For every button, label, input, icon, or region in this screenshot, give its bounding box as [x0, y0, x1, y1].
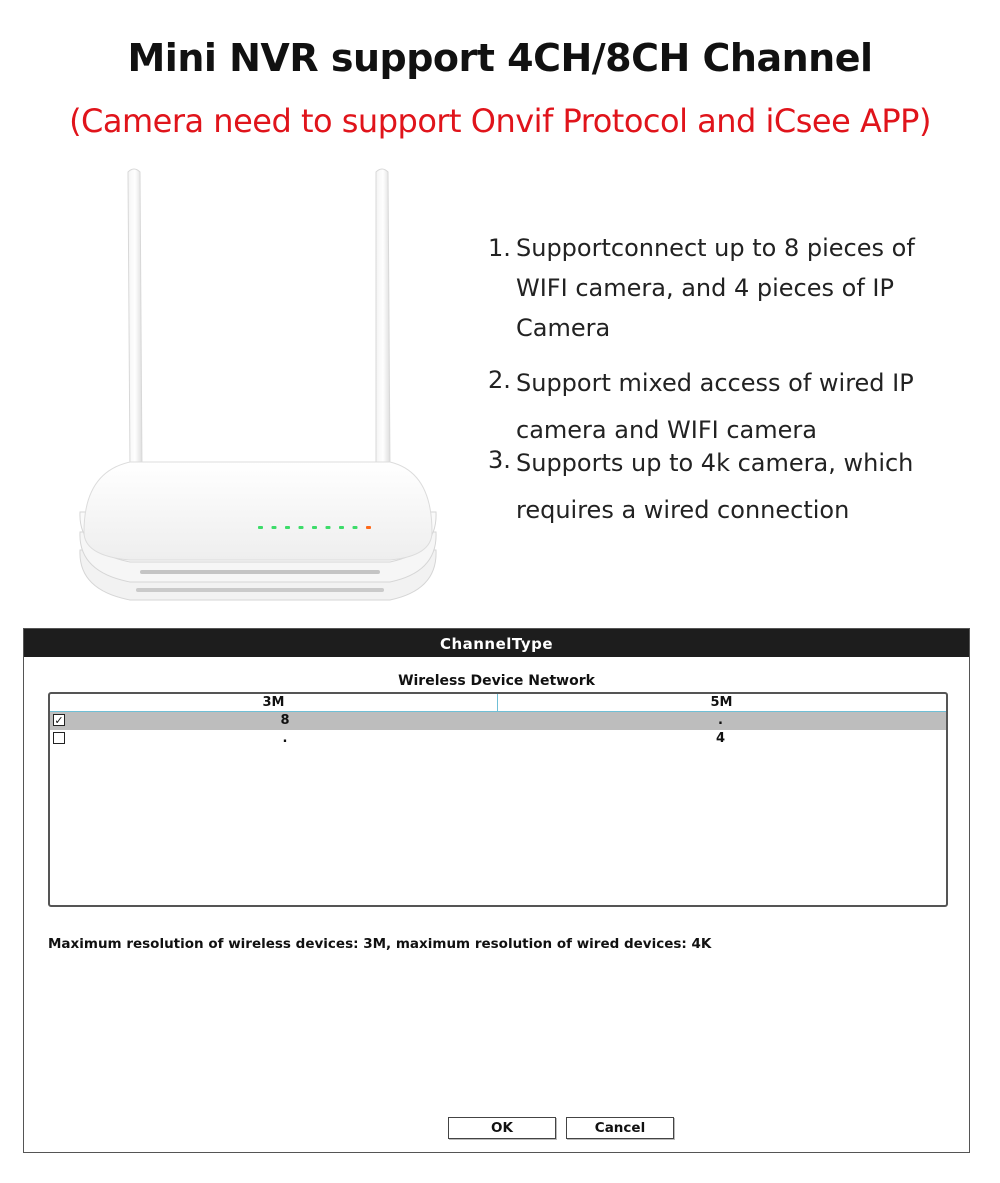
table-row[interactable] [50, 730, 946, 748]
dialog-title: ChannelType [24, 629, 969, 657]
feature-list [488, 228, 958, 552]
status-led-icon [353, 526, 358, 529]
cell-5m: 4 [715, 731, 726, 746]
channel-type-dialog [23, 628, 970, 1153]
cancel-button[interactable]: Cancel [566, 1117, 674, 1139]
feature-text: Support mixed access of wired IP camera and WIFI camera [516, 369, 914, 444]
section-label: Wireless Device Network [398, 673, 595, 689]
page-title: Mini NVR support 4CH/8CH Channel [127, 36, 873, 80]
status-led-icon [285, 526, 290, 529]
feature-number: 2. [488, 366, 511, 394]
nvr-device-image [70, 160, 450, 610]
column-header-3m: 3M [262, 695, 285, 710]
cell-5m: . [718, 713, 723, 728]
feature-number: 3. [488, 446, 511, 474]
status-led-icon [272, 526, 277, 529]
feature-text: Supports up to 4k camera, which requires a wired connection [516, 449, 914, 524]
table-header [50, 694, 946, 712]
feature-item [488, 440, 958, 534]
status-led-icon [366, 526, 371, 529]
column-header-5m: 5M [497, 694, 945, 711]
status-led-icon [258, 526, 263, 529]
feature-number: 1. [488, 234, 511, 262]
page-subtitle: (Camera need to support Onvif Protocol and iCsee APP) [69, 102, 931, 140]
status-led-icon [312, 526, 317, 529]
feature-text: Supportconnect up to 8 pieces of WIFI camera, and 4 pieces of IP Camera [516, 234, 915, 342]
status-led-icon [339, 526, 344, 529]
ok-button[interactable]: OK [448, 1117, 556, 1139]
feature-item [488, 228, 958, 348]
channel-table [48, 692, 948, 907]
cell-3m: . [282, 731, 288, 746]
checkmark-icon: ✓ [54, 714, 64, 727]
cell-3m: 8 [280, 713, 290, 728]
status-led-icon [299, 526, 304, 529]
resolution-info: Maximum resolution of wireless devices: 3M, maximum resolution of wired devices: 4K [48, 936, 712, 952]
status-led-icon [326, 526, 331, 529]
table-row[interactable] [50, 712, 946, 730]
